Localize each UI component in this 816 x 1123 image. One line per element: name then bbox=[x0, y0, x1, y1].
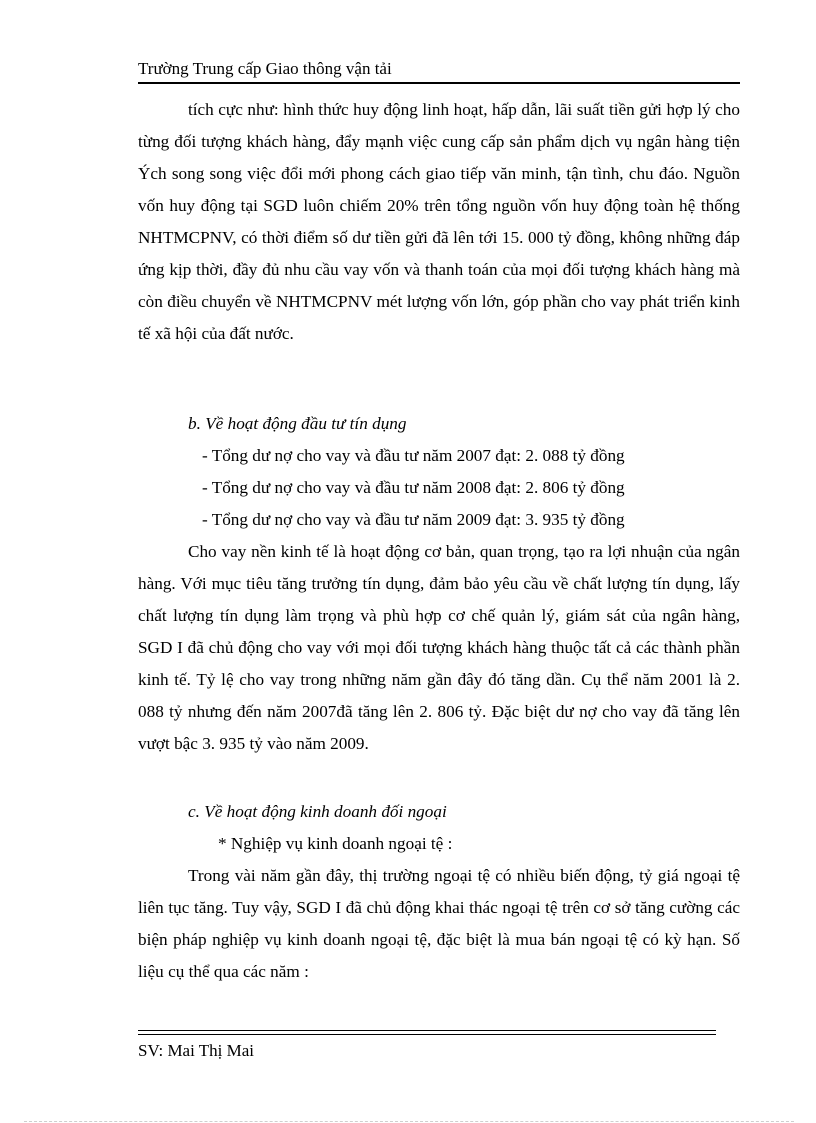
credit-section bbox=[138, 408, 740, 760]
star-item-forex: * Nghiệp vụ kinh doanh ngoại tệ : bbox=[218, 834, 453, 853]
foreign-section bbox=[138, 796, 740, 988]
page-bottom-edge bbox=[24, 1121, 794, 1122]
paragraph-forex: Trong vài năm gần đây, thị trường ngoại tệ có nhiều biến động, tỷ giá ngoại tệ liên tục tăng. Tuy vậy, SGD I đã chủ động khai thác ngoại tệ trên cơ sở tăng cường các biện pháp nghiệp vụ kinh doanh ngoại tệ, đặc biệt là mua bán ngoại tệ có kỳ hạn. Số liệu cụ thể qua các năm : bbox=[138, 866, 740, 981]
section-heading-b: b. Về hoạt động đầu tư tín dụng bbox=[188, 414, 407, 433]
page-header-title: Trường Trung cấp Giao thông vận tải bbox=[138, 59, 392, 78]
bullet-item-2009: - Tổng dư nợ cho vay và đầu tư năm 2009 đạt: 3. 935 tỷ đồng bbox=[202, 510, 625, 529]
bullet-item-2007: - Tổng dư nợ cho vay và đầu tư năm 2007 đạt: 2. 088 tỷ đồng bbox=[202, 446, 625, 465]
section-heading-c: c. Về hoạt động kinh doanh đối ngoại bbox=[188, 802, 447, 821]
header-divider bbox=[138, 82, 740, 84]
footer-author: SV: Mai Thị Mai bbox=[138, 1041, 255, 1060]
bullet-item-2008: - Tổng dư nợ cho vay và đầu tư năm 2008 đạt: 2. 806 tỷ đồng bbox=[202, 478, 625, 497]
footer-divider bbox=[138, 1030, 716, 1035]
paragraph-lending: Cho vay nền kinh tế là hoạt động cơ bản, quan trọng, tạo ra lợi nhuận của ngân hàng. Với mục tiêu tăng trưởng tín dụng, đảm bảo yêu cầu về chất lượng tín dụng, lấy chất lượng tín dụng làm trọng và phù hợp cơ chế quản lý, giám sát của ngân hàng, SGD I đã chủ động cho vay với mọi đối tượng khách hàng thuộc tất cả các thành phần kinh tế. Tỷ lệ cho vay trong những năm gần đây đó tăng dần. Cụ thể năm 2001 là 2. 088 tỷ nhưng đến năm 2007đã tăng lên 2. 806 tỷ. Đặc biệt dư nợ cho vay đã tăng lên vượt bậc 3. 935 tỷ vào năm 2009. bbox=[138, 542, 740, 753]
document-body bbox=[138, 94, 740, 350]
paragraph-capital-mobilization: tích cực như: hình thức huy động linh hoạt, hấp dẫn, lãi suất tiền gửi hợp lý cho từng đối tượng khách hàng, đẩy mạnh việc cung cấp sản phẩm dịch vụ ngân hàng tiện Ých song song việc đổi mới phong cách giao tiếp văn minh, tận tình, chu đáo. Nguồn vốn huy động tại SGD luôn chiếm 20% trên tổng nguồn vốn huy động toàn hệ thống NHTMCPNV, có thời điểm số dư tiền gửi đã lên tới 15. 000 tỷ đồng, không những đáp ứng kịp thời, đầy đủ nhu cầu vay vốn và thanh toán của mọi đối tượng khách hàng mà còn điều chuyển về NHTMCPNV mét lượng vốn lớn, góp phần cho vay phát triển kinh tế xã hội của đất nước. bbox=[138, 100, 740, 343]
